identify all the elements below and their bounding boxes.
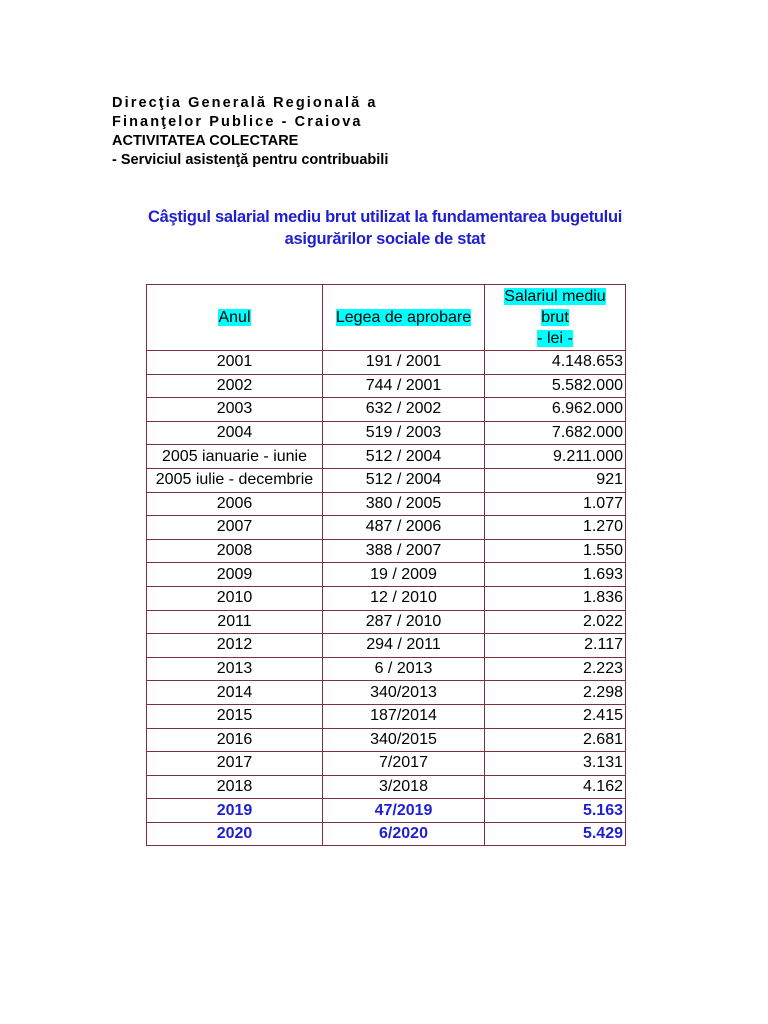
year-cell: 2001 [147,351,323,375]
header-line-2: Finanţelor Publice - Craiova [112,114,363,130]
header-law-cell [323,285,485,351]
law-cell: 512 / 2004 [323,445,485,469]
year-cell: 2007 [147,516,323,540]
table-row [147,421,626,445]
law-cell: 3/2018 [323,775,485,799]
law-cell: 388 / 2007 [323,539,485,563]
law-cell: 6/2020 [323,822,485,846]
salary-cell: 3.131 [485,752,626,776]
law-cell: 632 / 2002 [323,398,485,422]
year-cell: 2011 [147,610,323,634]
law-cell: 6 / 2013 [323,657,485,681]
salary-cell: 2.298 [485,681,626,705]
table-row [147,752,626,776]
salary-cell: 6.962.000 [485,398,626,422]
law-cell: 487 / 2006 [323,516,485,540]
salary-cell: 9.211.000 [485,445,626,469]
salary-cell: 1.693 [485,563,626,587]
year-cell: 2014 [147,681,323,705]
salary-cell: 1.836 [485,586,626,610]
law-cell: 191 / 2001 [323,351,485,375]
salary-cell: 2.117 [485,634,626,658]
header-salary-line-3: - lei - [537,330,573,347]
salary-cell: 2.415 [485,704,626,728]
salary-cell: 1.550 [485,539,626,563]
year-cell: 2019 [147,799,323,823]
salary-cell: 2.223 [485,657,626,681]
year-cell: 2003 [147,398,323,422]
table-row [147,822,626,846]
law-cell: 380 / 2005 [323,492,485,516]
header-line-4: - Serviciul asistenţă pentru contribuabili [112,152,389,168]
table-row [147,374,626,398]
salary-cell: 1.077 [485,492,626,516]
salary-cell: 2.022 [485,610,626,634]
salary-cell: 921 [485,468,626,492]
table-row [147,492,626,516]
year-cell: 2012 [147,634,323,658]
law-cell: 287 / 2010 [323,610,485,634]
table-title [110,206,660,250]
year-cell: 2008 [147,539,323,563]
table-body [147,351,626,846]
table-row [147,539,626,563]
year-cell: 2016 [147,728,323,752]
header-salary-line-2: brut [541,309,569,326]
title-line-1: Câştigul salarial mediu brut utilizat la fundamentarea bugetului [147,208,623,226]
salary-cell: 7.682.000 [485,421,626,445]
law-cell: 512 / 2004 [323,468,485,492]
table-row [147,681,626,705]
law-cell: 12 / 2010 [323,586,485,610]
header-salary-cell [485,285,626,351]
year-cell: 2013 [147,657,323,681]
year-cell: 2020 [147,822,323,846]
salary-cell: 5.163 [485,799,626,823]
table-row [147,728,626,752]
salary-cell: 5.582.000 [485,374,626,398]
law-cell: 19 / 2009 [323,563,485,587]
table-row [147,610,626,634]
header-year-cell [147,285,323,351]
header-year: Anul [218,309,251,326]
law-cell: 744 / 2001 [323,374,485,398]
header-salary-line-1: Salariul mediu [504,288,606,305]
table-row [147,398,626,422]
salary-cell: 4.148.653 [485,351,626,375]
table-row [147,468,626,492]
year-cell: 2002 [147,374,323,398]
table-row [147,351,626,375]
law-cell: 340/2013 [323,681,485,705]
law-cell: 187/2014 [323,704,485,728]
year-cell: 2017 [147,752,323,776]
table-row [147,775,626,799]
year-cell: 2010 [147,586,323,610]
salary-cell: 1.270 [485,516,626,540]
table-row [147,704,626,728]
table-row [147,563,626,587]
header-line-3: ACTIVITATEA COLECTARE [112,133,299,149]
header-line-1: Direcţia Generală Regională a [112,95,378,111]
law-cell: 519 / 2003 [323,421,485,445]
year-cell: 2009 [147,563,323,587]
salary-table [146,284,626,846]
table-row [147,516,626,540]
year-cell: 2004 [147,421,323,445]
document-header [112,94,388,170]
year-cell: 2005 ianuarie - iunie [147,445,323,469]
title-line-2: asigurărilor sociale de stat [284,230,486,248]
table-row [147,657,626,681]
table-row [147,634,626,658]
table-header-row [147,285,626,351]
table-row [147,586,626,610]
law-cell: 294 / 2011 [323,634,485,658]
header-law: Legea de aprobare [335,309,472,326]
table-row [147,445,626,469]
salary-cell: 2.681 [485,728,626,752]
year-cell: 2005 iulie - decembrie [147,468,323,492]
law-cell: 7/2017 [323,752,485,776]
year-cell: 2018 [147,775,323,799]
year-cell: 2006 [147,492,323,516]
law-cell: 340/2015 [323,728,485,752]
salary-cell: 4.162 [485,775,626,799]
salary-cell: 5.429 [485,822,626,846]
year-cell: 2015 [147,704,323,728]
table-row [147,799,626,823]
law-cell: 47/2019 [323,799,485,823]
